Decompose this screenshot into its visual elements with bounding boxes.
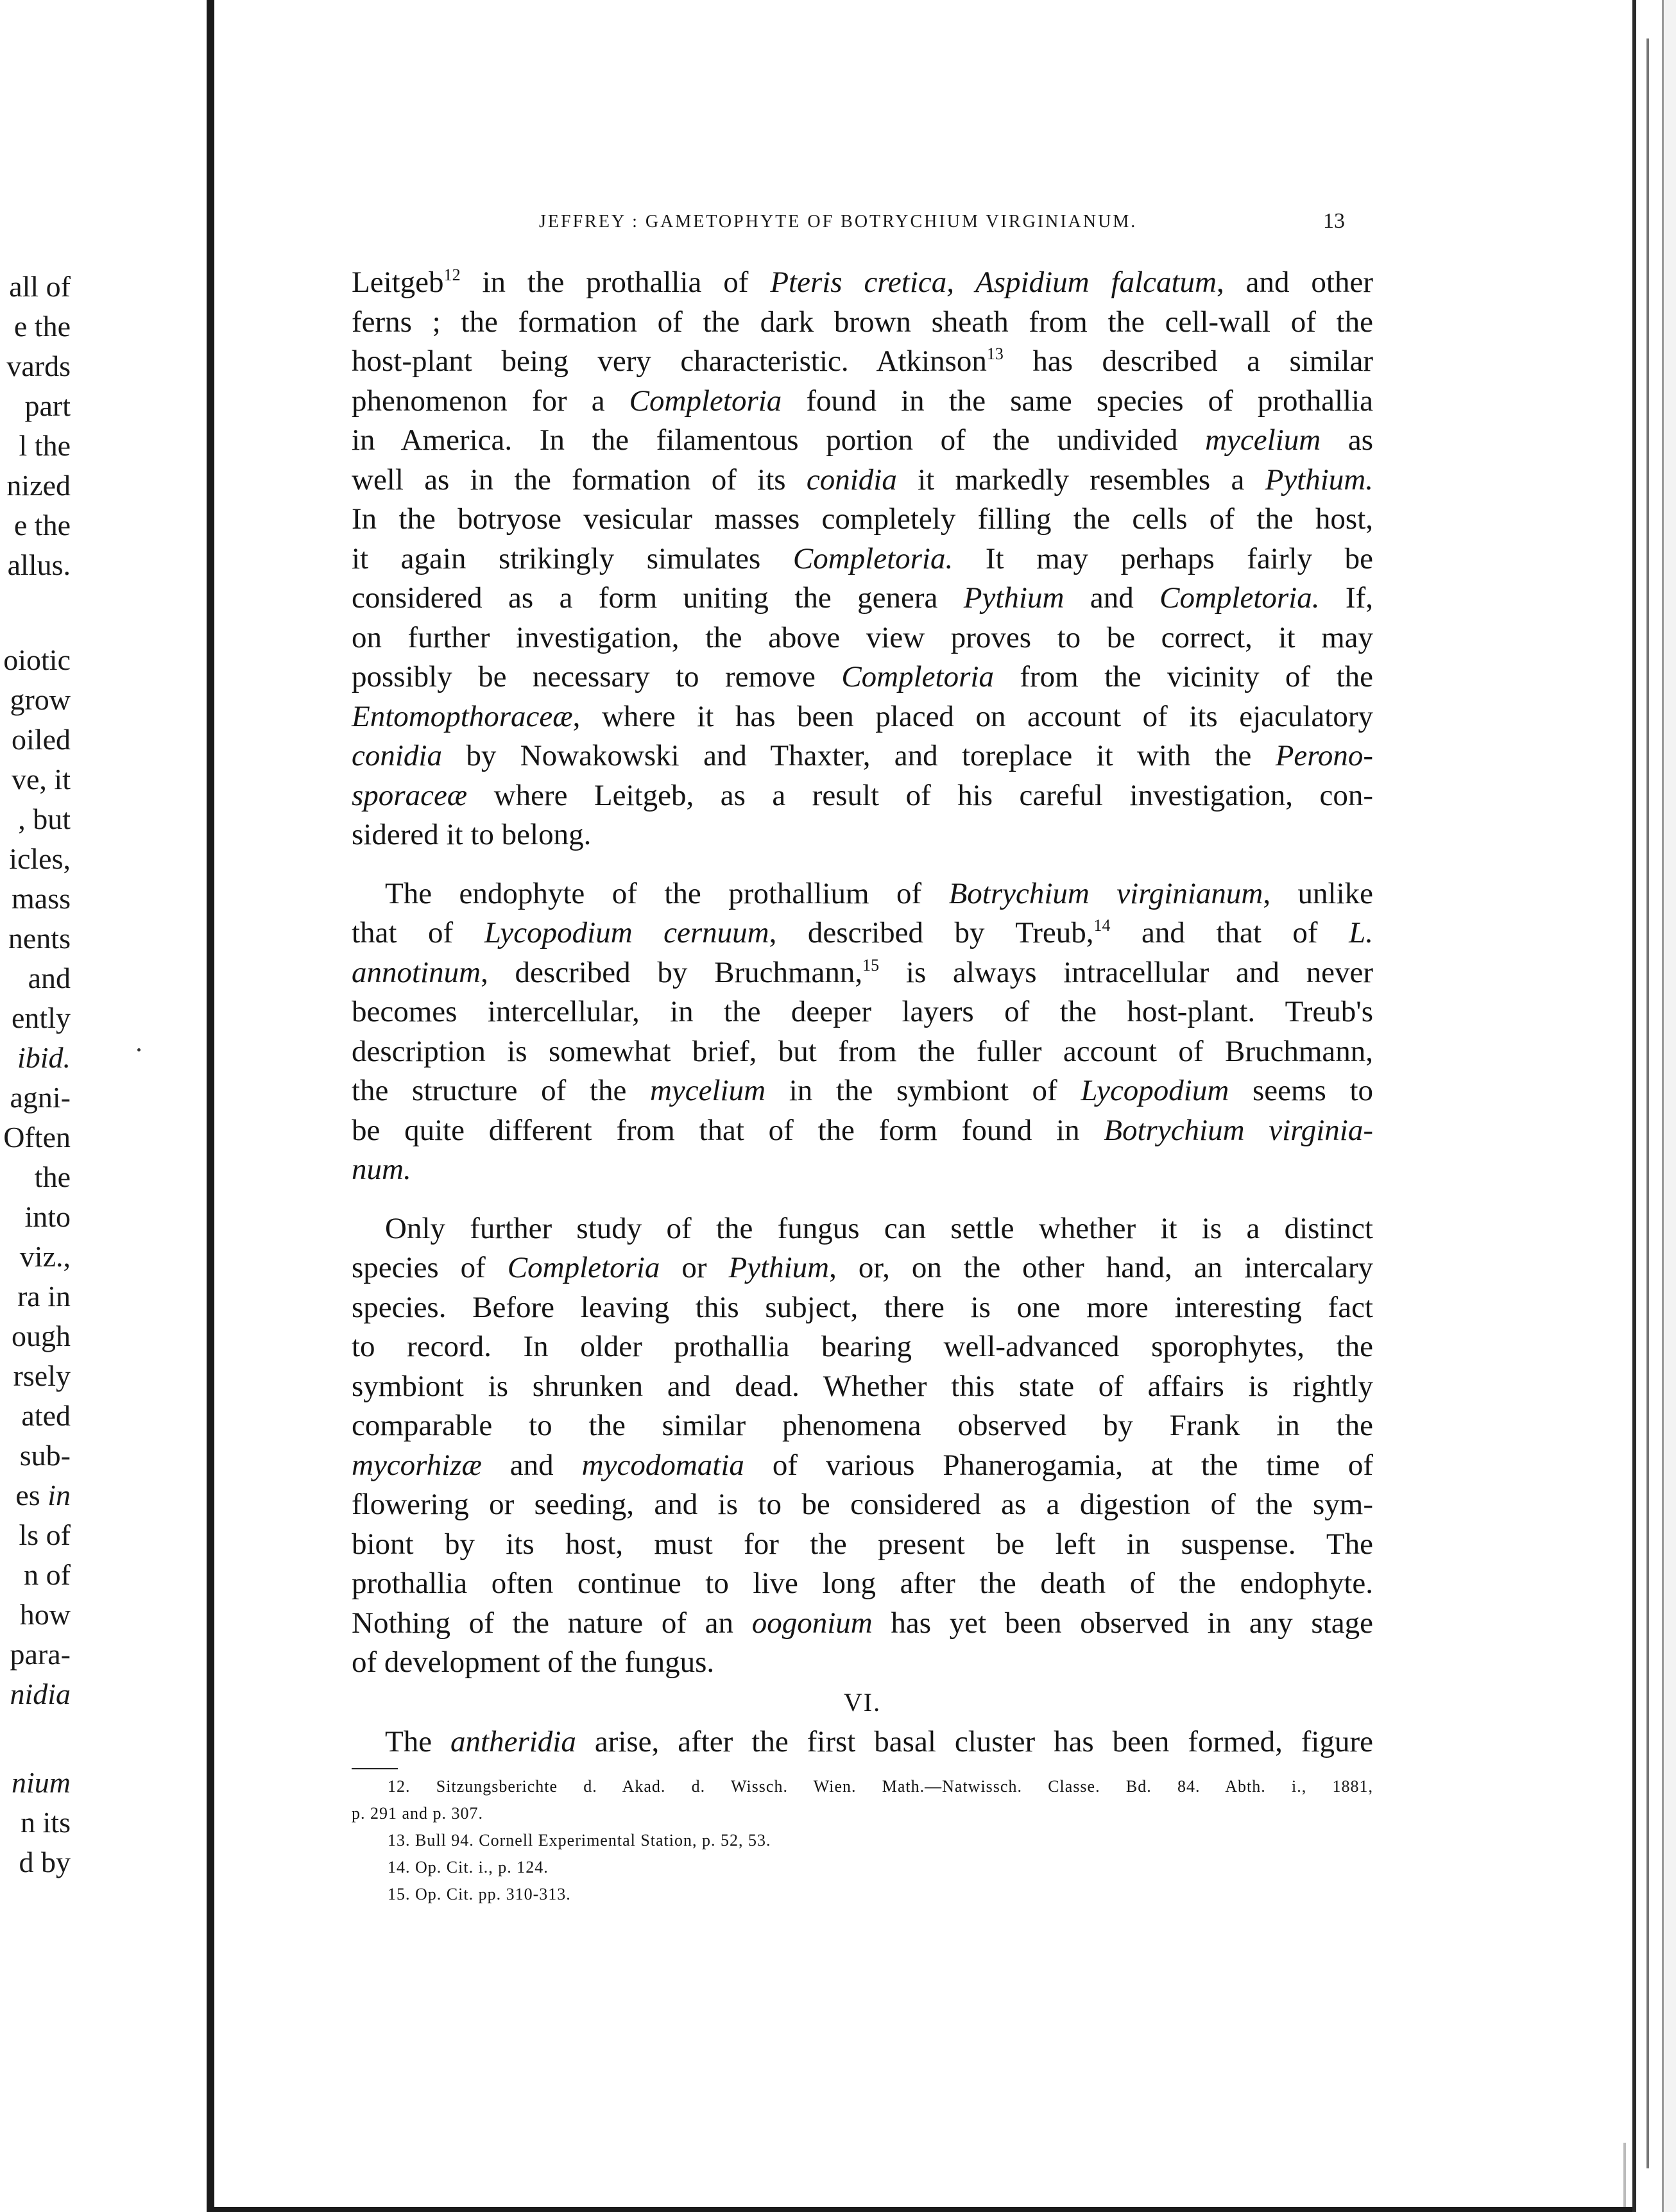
paragraph-2-line: the structure of the mycelium in the symbiont of Lycopodium seems to bbox=[352, 1074, 1374, 1107]
facing-page-line-9: grow bbox=[10, 683, 71, 716]
facing-page-line-11: ve, it bbox=[12, 763, 71, 795]
footnote-15: 15. Op. Cit. pp. 310-313. bbox=[388, 1885, 571, 1903]
paragraph-3-line: comparable to the similar phenomena observed by Frank in the bbox=[352, 1409, 1373, 1442]
paragraph-2-line: annotinum, described by Bruchmann,$^{15}$ is always intracellular and never bbox=[352, 955, 1373, 989]
page-number: 13 bbox=[1323, 209, 1345, 233]
paragraph-2-line: The endophyte of the prothallium of Botrychium virginianum, unlike bbox=[385, 876, 1374, 910]
footnote-14: 14. Op. Cit. i., p. 124. bbox=[388, 1858, 549, 1876]
facing-page-line-30: ls of bbox=[19, 1519, 71, 1551]
facing-page-line-31: n of bbox=[24, 1558, 71, 1591]
paragraph-1-line: possibly be necessary to remove Completoria from the vicinity of the bbox=[352, 660, 1373, 693]
facing-page-fragment bbox=[0, 0, 207, 2212]
facing-page-line-29: es in bbox=[15, 1479, 71, 1511]
facing-page-line-35: nium bbox=[12, 1766, 71, 1799]
paragraph-1-line: on further investigation, the above view proves to be correct, it may bbox=[352, 620, 1373, 654]
facing-page-line-27: ated bbox=[21, 1399, 71, 1432]
paragraph-4-line: The antheridia arise, after the first basal cluster has been formed, figure bbox=[385, 1724, 1373, 1758]
footnote-13: 13. Bull 94. Cornell Experimental Station, p. 52, 53. bbox=[388, 1831, 771, 1850]
facing-page-line-5: nized bbox=[6, 469, 71, 502]
paragraph-1-line: in America. In the filamentous portion of the undivided mycelium as bbox=[352, 423, 1373, 457]
facing-page-line-1: e the bbox=[13, 310, 71, 343]
footnote-rule bbox=[352, 1768, 398, 1769]
page-gutter-shadow bbox=[207, 0, 214, 2212]
paragraph-2-line: be quite different from that of the form found in Botrychium virginia- bbox=[352, 1113, 1373, 1147]
facing-page-line-37: d by bbox=[19, 1846, 71, 1878]
facing-page-line-8: oiotic bbox=[3, 643, 71, 676]
bottom-page-edge bbox=[214, 2207, 1632, 2212]
paragraph-1-line: conidia by Nowakowski and Thaxter, and toreplace it with the Perono- bbox=[352, 739, 1373, 772]
scan-edge-mark bbox=[1623, 2143, 1626, 2212]
paragraph-2-line: description is somewhat brief, but from the fuller account of Bruchmann, bbox=[352, 1034, 1373, 1068]
facing-page-line-4: l the bbox=[19, 429, 71, 462]
facing-page-line-19: agni- bbox=[10, 1081, 71, 1114]
facing-page-line-18: ibid. bbox=[17, 1041, 71, 1074]
paragraph-1-line: In the botryose vesicular masses completely filling the cells of the host, bbox=[352, 502, 1373, 536]
paragraph-1-line: well as in the formation of its conidia it markedly resembles a Pythium. bbox=[352, 463, 1373, 497]
facing-page-line-26: rsely bbox=[13, 1359, 71, 1392]
facing-page-line-22: into bbox=[24, 1200, 71, 1233]
facing-page-line-23: viz., bbox=[19, 1240, 71, 1273]
facing-page-line-34: nidia bbox=[10, 1678, 71, 1710]
paragraph-gap bbox=[352, 855, 1373, 874]
footnote-12: 12. Sitzungsberichte d. Akad. d. Wissch. Wien. Math.—Natwissch. Classe. Bd. 84. Abth. i., 1881, bbox=[388, 1777, 1373, 1796]
section-heading: VI. bbox=[843, 1687, 882, 1717]
paragraph-2-line: becomes intercellular, in the deeper layers of the host-plant. Treub's bbox=[352, 995, 1373, 1028]
facing-page-line-15: nents bbox=[8, 922, 71, 955]
paragraph-3-line: prothallia often continue to live long after the death of the endophyte. bbox=[352, 1567, 1373, 1600]
paragraph-3-line: biont by its host, must for the present be left in suspense. The bbox=[352, 1527, 1373, 1561]
right-page-edge-line bbox=[1646, 38, 1649, 2168]
paragraph-1-line: ferns ; the formation of the dark brown sheath from the cell-wall of the bbox=[352, 305, 1373, 339]
facing-page-line-32: how bbox=[19, 1598, 71, 1631]
paragraph-3-line: symbiont is shrunken and dead. Whether this state of affairs is rightly bbox=[352, 1369, 1373, 1403]
facing-page-line-33: para- bbox=[10, 1638, 71, 1671]
facing-page-line-2: vards bbox=[6, 350, 71, 382]
paragraph-1-line: it again strikingly simulates Completoria. It may perhaps fairly be bbox=[352, 541, 1374, 575]
facing-page-line-13: icles, bbox=[9, 842, 71, 875]
facing-page-line-36: n its bbox=[21, 1806, 71, 1839]
facing-page-line-12: , but bbox=[18, 803, 71, 835]
scan-margin-right bbox=[1662, 0, 1676, 2212]
facing-page-line-24: ra in bbox=[17, 1280, 71, 1313]
paragraph-gap bbox=[352, 1190, 1373, 1209]
paragraph-1-line: Leitgeb$^{12}$ in the prothallia of Pteris cretica, Aspidium falcatum, and other bbox=[352, 266, 1373, 299]
paragraph-3-line: Nothing of the nature of an oogonium has yet been observed in any stage bbox=[352, 1606, 1373, 1640]
paragraph-1-line: Entomopthoraceæ, where it has been placed on account of its ejaculatory bbox=[352, 699, 1373, 733]
paragraph-3-line: to record. In older prothallia bearing well-advanced sporophytes, the bbox=[352, 1330, 1373, 1363]
facing-page-line-7: allus. bbox=[7, 549, 71, 581]
paragraph-2-line: that of Lycopodium cernuum, described by Treub,$^{14}$ and that of L. bbox=[352, 916, 1373, 949]
facing-page-line-3: part bbox=[24, 389, 71, 422]
facing-page-line-16: and bbox=[28, 962, 71, 994]
facing-page-line-21: the bbox=[34, 1161, 71, 1193]
paragraph-3-line: species. Before leaving this subject, there is one more interesting fact bbox=[352, 1290, 1373, 1324]
facing-page-line-14: mass bbox=[12, 882, 71, 915]
paragraph-3-line: Only further study of the fungus can settle whether it is a distinct bbox=[385, 1211, 1373, 1245]
body-text bbox=[352, 263, 1373, 1908]
paragraph-3-line: of development of the fungus. bbox=[352, 1646, 715, 1679]
paragraph-1-line: phenomenon for a Completoria found in the same species of prothallia bbox=[352, 384, 1373, 418]
paragraph-1-line: considered as a form uniting the genera Pythium and Completoria. If, bbox=[352, 581, 1373, 615]
paragraph-1-line: sporaceæ where Leitgeb, as a result of his careful investigation, con- bbox=[352, 778, 1373, 812]
right-page-edge bbox=[1632, 0, 1636, 2212]
facing-page-line-0: all of bbox=[9, 270, 71, 303]
facing-page-line-6: e the bbox=[13, 509, 71, 541]
footnote-12: p. 291 and p. 307. bbox=[352, 1804, 484, 1823]
facing-page-line-25: ough bbox=[12, 1320, 71, 1352]
facing-page-line-20: Often bbox=[3, 1121, 71, 1153]
running-head: JEFFREY : GAMETOPHYTE OF BOTRYCHIUM VIRGINIANUM. bbox=[539, 212, 1138, 232]
paragraph-2-line: num. bbox=[352, 1153, 411, 1186]
paragraph-1-line: sidered it to belong. bbox=[352, 818, 592, 851]
facing-page-line-10: oiled bbox=[12, 723, 71, 756]
paragraph-1-line: host-plant being very characteristic. Atkinson$^{13}$ has described a similar bbox=[352, 345, 1373, 378]
paragraph-3-line: mycorhizæ and mycodomatia of various Phanerogamia, at the time of bbox=[352, 1448, 1373, 1482]
facing-page-line-17: ently bbox=[12, 1001, 71, 1034]
paragraph-3-line: species of Completoria or Pythium, or, on the other hand, an intercalary bbox=[352, 1251, 1374, 1284]
paragraph-3-line: flowering or seeding, and is to be considered as a digestion of the sym- bbox=[352, 1488, 1373, 1521]
facing-page-line-28: sub- bbox=[19, 1439, 71, 1472]
